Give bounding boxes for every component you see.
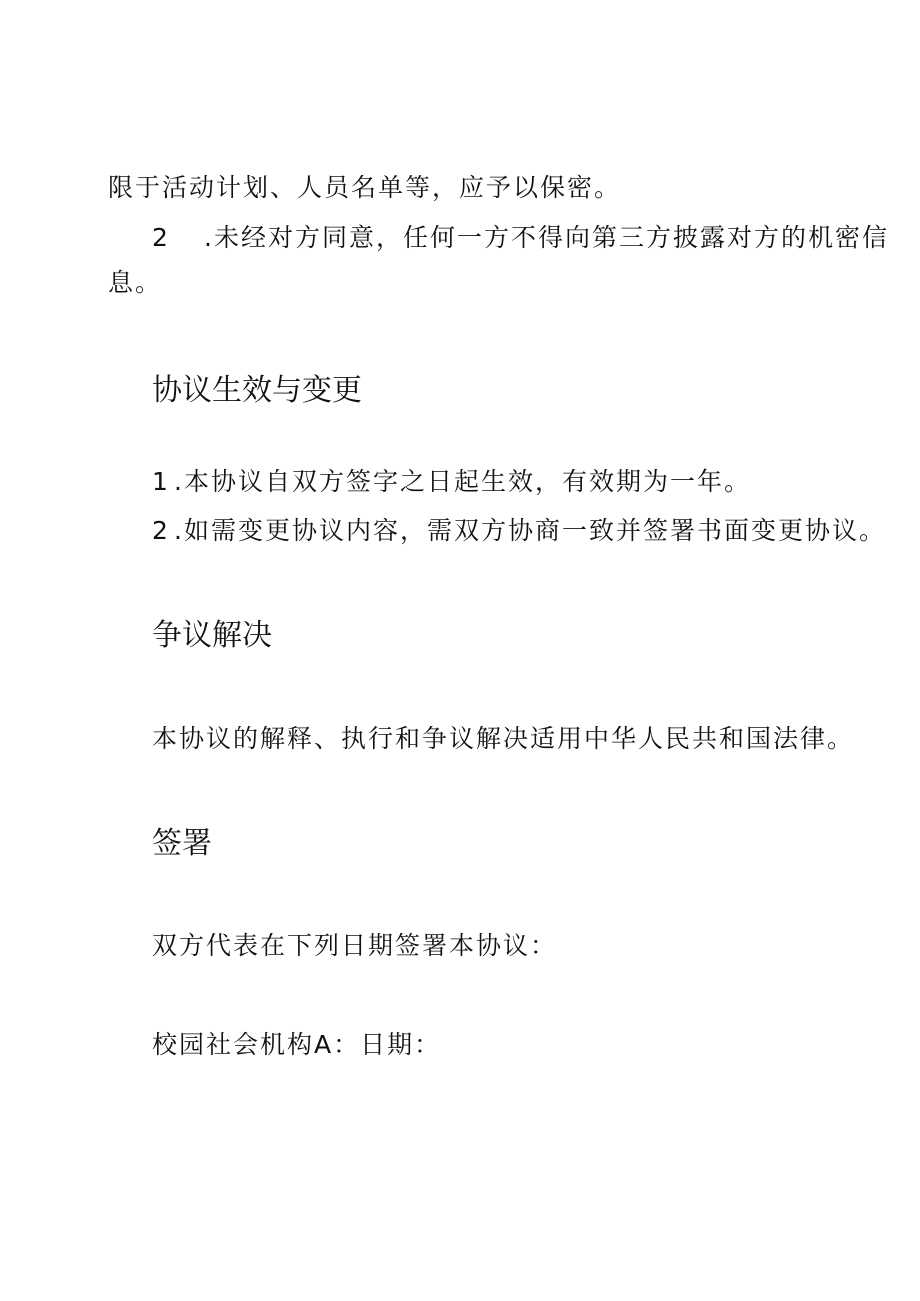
- section-heading-signing: 签署: [152, 826, 212, 861]
- dispute-text: 本协议的解释、执行和争议解决适用中华人民共和国法律。: [152, 724, 855, 753]
- confidentiality-continued-text: 限于活动计划、人员名单等，应予以保密。: [108, 173, 622, 202]
- confidentiality-item-2: [152, 221, 889, 255]
- effect-item-2: [152, 514, 886, 548]
- item-text: .本协议自双方签字之日起生效，有效期为一年。: [174, 467, 751, 496]
- section-heading-effect: 协议生效与变更: [152, 373, 362, 408]
- item-number: 1: [152, 467, 170, 496]
- item-text: .未经对方同意，任何一方不得向第三方披露对方的机密信: [204, 223, 889, 252]
- signing-party-a-line: 校园社会机构A：日期：: [152, 1030, 442, 1059]
- section-heading-dispute: 争议解决: [152, 618, 272, 653]
- effect-item-1: [152, 465, 751, 499]
- item-number: 2: [152, 516, 170, 545]
- item-text: .如需变更协议内容，需双方协商一致并签署书面变更协议。: [174, 516, 886, 545]
- signing-intro: 双方代表在下列日期签署本协议：: [152, 931, 558, 960]
- item-number: 2: [152, 223, 170, 252]
- confidentiality-item-2-continued: 息。: [108, 268, 163, 297]
